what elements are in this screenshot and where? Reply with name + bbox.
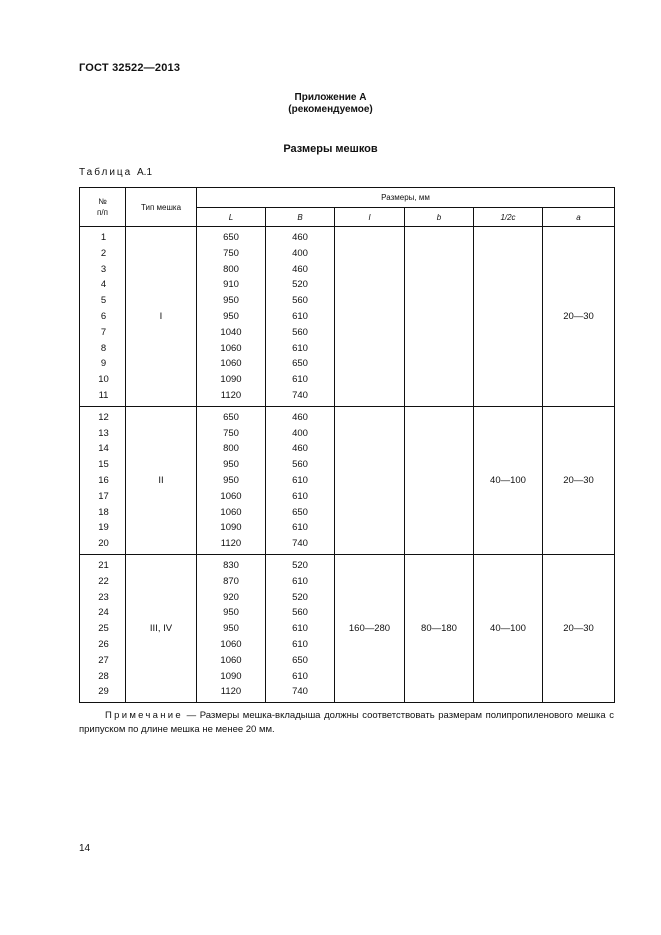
appendix-title: Приложение А bbox=[294, 92, 367, 103]
cell-n: 27 bbox=[98, 654, 109, 666]
cell-n: 25 bbox=[98, 623, 109, 635]
cell-n: 13 bbox=[98, 427, 109, 439]
cell-n: 24 bbox=[98, 607, 109, 619]
appendix-subtitle: (рекомендуемое) bbox=[288, 104, 373, 115]
cell-B: 610 bbox=[292, 522, 308, 534]
column-L bbox=[197, 406, 266, 554]
cell-b: 80—180 bbox=[405, 554, 474, 702]
cell-a: 20—30 bbox=[543, 554, 615, 702]
cell-n: 26 bbox=[98, 638, 109, 650]
cell-B: 520 bbox=[292, 559, 308, 571]
cell-L: 750 bbox=[223, 247, 239, 259]
cell-B: 610 bbox=[292, 342, 308, 354]
cell-B: 560 bbox=[292, 295, 308, 307]
cell-B: 610 bbox=[292, 474, 308, 486]
cell-n: 5 bbox=[100, 295, 107, 307]
cell-B: 520 bbox=[292, 279, 308, 291]
cell-n: 10 bbox=[98, 374, 109, 386]
cell-B: 520 bbox=[292, 591, 308, 603]
cell-B: 400 bbox=[292, 427, 308, 439]
cell-n: 11 bbox=[98, 389, 109, 401]
cell-n: 18 bbox=[98, 506, 109, 518]
cell-L: 1120 bbox=[220, 538, 242, 550]
note-text: — Размеры мешка-вкладыша должны соответствовать размерам полипропиленового мешка с припуском по длине мешка не менее 20 мм. bbox=[79, 710, 614, 735]
cell-L: 650 bbox=[223, 232, 239, 243]
cell-n: 21 bbox=[98, 559, 109, 571]
cell-L: 1090 bbox=[220, 374, 242, 386]
cell-B: 560 bbox=[292, 326, 308, 338]
cell-L: 1060 bbox=[220, 490, 242, 502]
cell-B: 460 bbox=[292, 443, 308, 455]
cell-l bbox=[335, 227, 405, 407]
cell-B: 740 bbox=[292, 389, 308, 401]
cell-l bbox=[335, 406, 405, 554]
column-B bbox=[266, 406, 335, 554]
cell-b bbox=[405, 406, 474, 554]
cell-L: 1060 bbox=[220, 638, 242, 650]
cell-n: 19 bbox=[98, 522, 109, 534]
cell-L: 950 bbox=[223, 295, 239, 307]
cell-B: 560 bbox=[292, 459, 308, 471]
cell-n: 20 bbox=[98, 538, 109, 550]
table-caption-number: А.1 bbox=[137, 167, 153, 178]
cell-type: III, IV bbox=[126, 554, 197, 702]
cell-L: 1060 bbox=[220, 506, 242, 518]
table-group bbox=[80, 227, 615, 407]
cell-L: 950 bbox=[223, 310, 239, 322]
cell-type: I bbox=[126, 227, 197, 407]
cell-L: 950 bbox=[223, 459, 239, 471]
cell-n: 7 bbox=[100, 326, 107, 338]
cell-L: 1060 bbox=[220, 654, 242, 666]
cell-n: 4 bbox=[100, 279, 107, 291]
column-L bbox=[197, 227, 266, 407]
cell-n: 17 bbox=[98, 490, 109, 502]
header-type: Тип мешка bbox=[126, 188, 197, 227]
column-n bbox=[80, 406, 126, 554]
column-n bbox=[80, 227, 126, 407]
column-B bbox=[266, 227, 335, 407]
column-B bbox=[266, 554, 335, 702]
cell-n: 16 bbox=[98, 474, 109, 486]
header-B: B bbox=[266, 208, 335, 227]
table-group bbox=[80, 406, 615, 554]
cell-n: 9 bbox=[100, 358, 107, 370]
cell-B: 610 bbox=[292, 374, 308, 386]
table-group bbox=[80, 554, 615, 702]
cell-n: 12 bbox=[98, 411, 109, 423]
section-title: Размеры мешков bbox=[283, 143, 378, 155]
cell-L: 1040 bbox=[220, 326, 242, 338]
cell-n: 15 bbox=[98, 459, 109, 471]
header-l: l bbox=[335, 208, 405, 227]
cell-B: 400 bbox=[292, 247, 308, 259]
cell-n: 23 bbox=[98, 591, 109, 603]
cell-b bbox=[405, 227, 474, 407]
cell-l: 160—280 bbox=[335, 554, 405, 702]
cell-half-c bbox=[474, 227, 543, 407]
cell-n: 14 bbox=[98, 443, 109, 455]
cell-n: 29 bbox=[98, 686, 109, 698]
cell-a: 20—30 bbox=[543, 406, 615, 554]
cell-B: 740 bbox=[292, 686, 308, 698]
cell-n: 22 bbox=[98, 575, 109, 587]
cell-type: II bbox=[126, 406, 197, 554]
cell-B: 650 bbox=[292, 654, 308, 666]
cell-L: 950 bbox=[223, 607, 239, 619]
header-dimensions: Размеры, мм bbox=[197, 188, 615, 208]
table-note bbox=[79, 709, 614, 736]
cell-B: 650 bbox=[292, 506, 308, 518]
cell-L: 950 bbox=[223, 623, 239, 635]
cell-n: 6 bbox=[100, 310, 107, 322]
header-half-c: 1/2c bbox=[474, 208, 543, 227]
cell-B: 610 bbox=[292, 490, 308, 502]
table-body bbox=[80, 227, 615, 703]
cell-B: 740 bbox=[292, 538, 308, 550]
cell-B: 610 bbox=[292, 623, 308, 635]
cell-half-c: 40—100 bbox=[474, 406, 543, 554]
cell-L: 910 bbox=[223, 279, 239, 291]
cell-L: 920 bbox=[223, 591, 239, 603]
cell-B: 610 bbox=[292, 670, 308, 682]
cell-L: 950 bbox=[223, 474, 239, 486]
cell-L: 650 bbox=[223, 411, 239, 423]
document-header: ГОСТ 32522—2013 bbox=[79, 62, 181, 74]
cell-B: 560 bbox=[292, 607, 308, 619]
cell-B: 610 bbox=[292, 638, 308, 650]
cell-half-c: 40—100 bbox=[474, 554, 543, 702]
cell-n: 8 bbox=[100, 342, 107, 354]
cell-B: 650 bbox=[292, 358, 308, 370]
page-number: 14 bbox=[79, 843, 91, 854]
cell-n: 1 bbox=[100, 232, 107, 243]
cell-L: 750 bbox=[223, 427, 239, 439]
cell-L: 870 bbox=[223, 575, 239, 587]
column-n bbox=[80, 554, 126, 702]
header-b: b bbox=[405, 208, 474, 227]
cell-B: 460 bbox=[292, 411, 308, 423]
cell-L: 830 bbox=[223, 559, 239, 571]
cell-L: 1120 bbox=[220, 389, 242, 401]
cell-n: 3 bbox=[100, 263, 107, 275]
table-caption-word: Таблица bbox=[79, 167, 133, 178]
cell-L: 1090 bbox=[220, 522, 242, 534]
cell-B: 610 bbox=[292, 310, 308, 322]
cell-L: 1120 bbox=[220, 686, 242, 698]
header-L: L bbox=[197, 208, 266, 227]
cell-a: 20—30 bbox=[543, 227, 615, 407]
cell-L: 1090 bbox=[220, 670, 242, 682]
column-L bbox=[197, 554, 266, 702]
cell-B: 460 bbox=[292, 263, 308, 275]
dimensions-table bbox=[79, 187, 615, 703]
header-number: № п/п bbox=[80, 188, 126, 227]
cell-B: 610 bbox=[292, 575, 308, 587]
note-label: Примечание bbox=[105, 710, 183, 721]
header-a: a bbox=[543, 208, 615, 227]
table-caption bbox=[79, 167, 152, 178]
cell-B: 460 bbox=[292, 232, 308, 243]
cell-L: 1060 bbox=[220, 342, 242, 354]
cell-L: 800 bbox=[223, 263, 239, 275]
cell-n: 28 bbox=[98, 670, 109, 682]
cell-L: 1060 bbox=[220, 358, 242, 370]
cell-n: 2 bbox=[100, 247, 107, 259]
cell-L: 800 bbox=[223, 443, 239, 455]
